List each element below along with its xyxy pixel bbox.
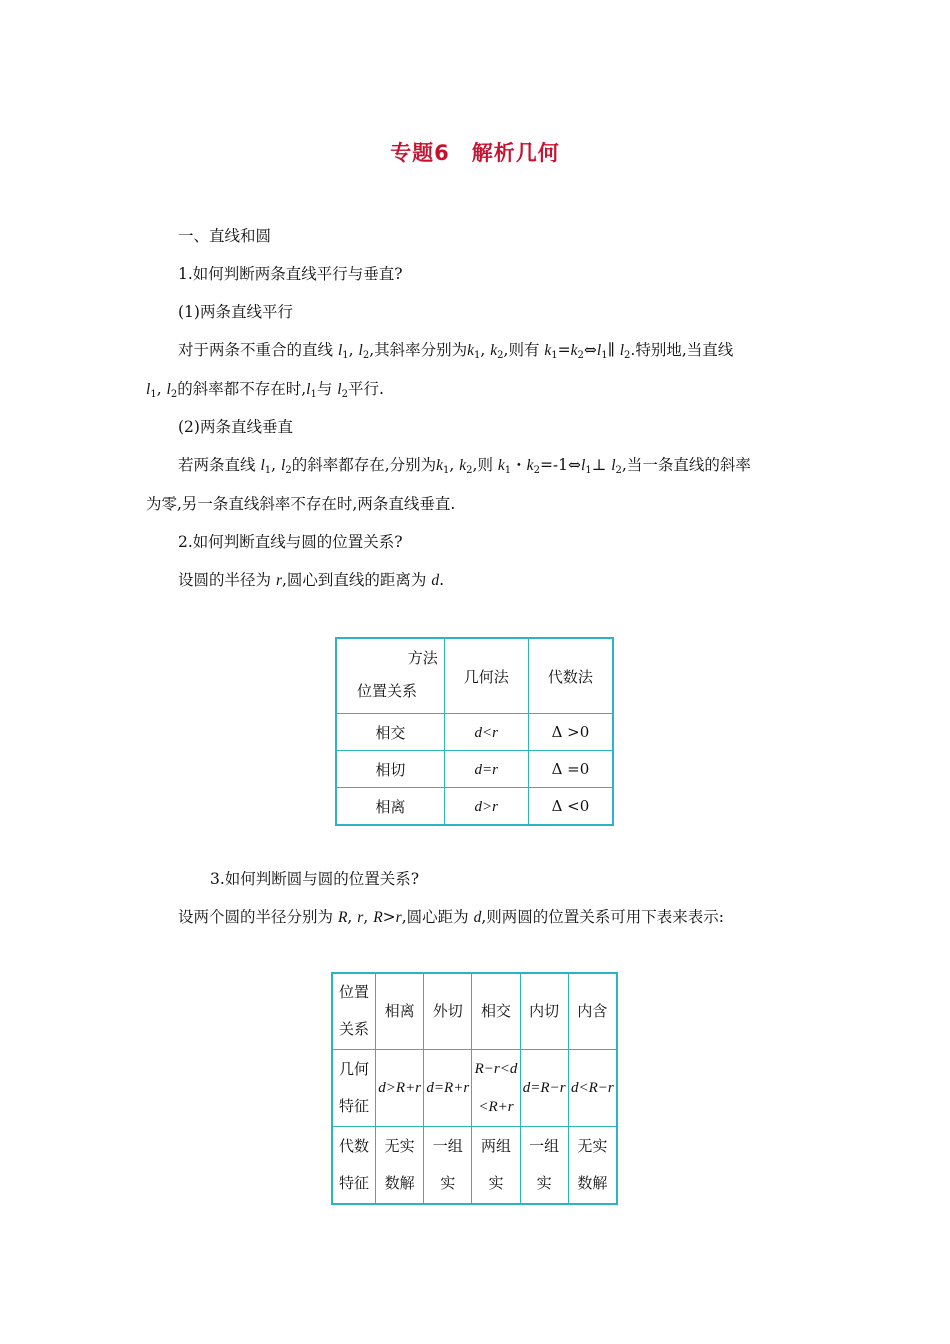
- header-method: 方法: [407, 649, 438, 667]
- cell-relation: 相离: [336, 788, 444, 826]
- question-1: 1.如何判断两条直线平行与垂直?: [178, 265, 403, 283]
- relation-cell: 内切: [520, 973, 568, 1049]
- question-3: 3.如何判断圆与圆的位置关系?: [210, 870, 420, 888]
- perpendicular-text-line1: 若两条直线 $l_1$, $l_2$的斜率都存在,分别为$k_1$, $k_2$,则 $k_1$・$k_2=-1\Leftrightarrow l_1\perp$ $l_2$,当一条直线的斜率: [178, 456, 751, 476]
- section-heading: 一、直线和圆: [178, 227, 272, 245]
- perpendicular-text-line2: 为零,另一条直线斜率不存在时,两条直线垂直.: [146, 495, 456, 513]
- cell-geo: d=r: [444, 751, 528, 788]
- cell-relation: 相交: [336, 714, 444, 751]
- question-2-text: 设圆的半径为 r,圆心到直线的距离为 d.: [178, 571, 445, 589]
- header-relation: 位置关系: [357, 682, 418, 700]
- row-head-relation: 位置 关系: [332, 973, 376, 1049]
- geo-cell: d=R+r: [424, 1049, 472, 1126]
- geo-cell: d<R−r: [568, 1049, 617, 1126]
- question-3-text: 设两个圆的半径分别为 R, r, R>r,圆心距为 d,则两圆的位置关系可用下表来表示:: [178, 908, 724, 926]
- row-head-geometric: 几何 特征: [332, 1049, 376, 1126]
- subheading-perpendicular: (2)两条直线垂直: [178, 418, 293, 436]
- alg-cell: 一组 实: [520, 1126, 568, 1204]
- geo-cell: d=R−r: [520, 1049, 568, 1126]
- table-row: [336, 751, 613, 788]
- cell-alg: Δ =0: [528, 751, 613, 788]
- table-header-corner: [336, 638, 444, 714]
- relation-cell: 相离: [376, 973, 424, 1049]
- cell-relation: 相切: [336, 751, 444, 788]
- table-row: [336, 788, 613, 826]
- page-title: 专题6 解析几何: [390, 141, 560, 165]
- parallel-text-line1: 对于两条不重合的直线 $l_1$, $l_2$,其斜率分别为$k_1$, $k_2$,则有 $k_1=k_2\Leftrightarrow l_1\parallel$ $l_2$.特别地,当直线: [178, 341, 734, 361]
- cell-alg: Δ >0: [528, 714, 613, 751]
- subheading-parallel: (1)两条直线平行: [178, 303, 293, 321]
- header-geometric: 几何法: [444, 638, 528, 714]
- cell-geo: d<r: [444, 714, 528, 751]
- alg-cell: 无实 数解: [568, 1126, 617, 1204]
- alg-cell: 一组 实: [424, 1126, 472, 1204]
- header-algebraic: 代数法: [528, 638, 613, 714]
- question-2: 2.如何判断直线与圆的位置关系?: [178, 533, 403, 551]
- geo-cell: d>R+r: [376, 1049, 424, 1126]
- alg-cell: 无实 数解: [376, 1126, 424, 1204]
- parallel-text-line2: $l_1$, $l_2$的斜率都不存在时$,l_1$与 $l_2$平行.: [146, 380, 384, 400]
- alg-cell: 两组 实: [472, 1126, 520, 1204]
- circle-circle-table: [331, 972, 618, 1205]
- cell-alg: Δ <0: [528, 788, 613, 826]
- relation-cell: 外切: [424, 973, 472, 1049]
- geo-cell: R−r<d <R+r: [472, 1049, 520, 1126]
- cell-geo: d>r: [444, 788, 528, 826]
- relation-cell: 相交: [472, 973, 520, 1049]
- table-row: [336, 714, 613, 751]
- line-circle-table: [335, 637, 614, 826]
- relation-cell: 内含: [568, 973, 617, 1049]
- row-head-algebraic: 代数 特征: [332, 1126, 376, 1204]
